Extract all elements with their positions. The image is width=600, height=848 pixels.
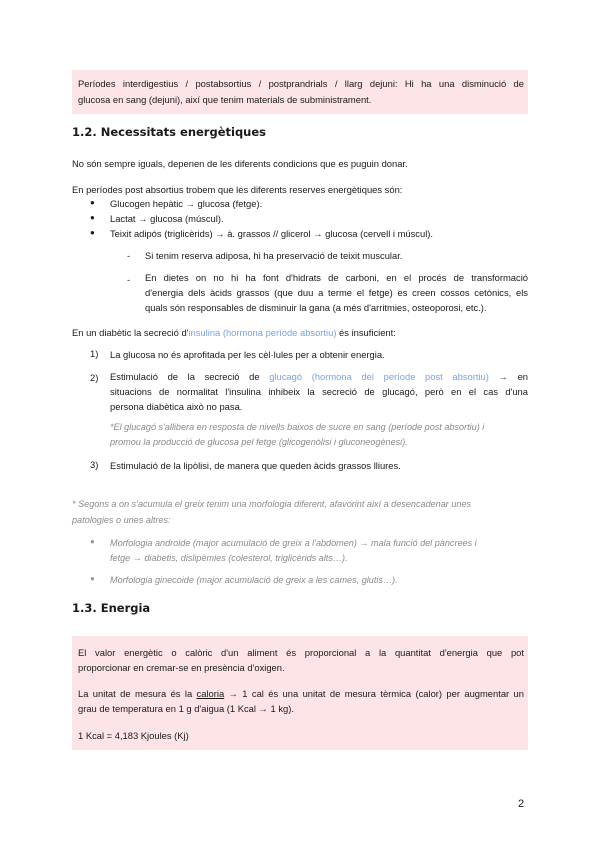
list-number-2: 2) <box>90 372 99 383</box>
gray-bullet-marker: ● <box>90 537 95 546</box>
sub-item-reserva-adiposa: Si tenim reserva adiposa, hi ha preservació de teixit muscular. <box>145 250 403 261</box>
paragraph-conditions: No són sempre iguals, depenen de les diferents condicions que es puguin donar. <box>72 158 408 169</box>
energy-p1-line-2: proporcionar en cremar-se en presència d'oxigen. <box>78 662 285 673</box>
glucago-highlight: glucagó (hormona del període post absortiu) <box>269 371 489 382</box>
morphology-note-line-2: patologies o unes altres: <box>72 515 171 525</box>
list-item-1: La glucosa no és aprofitada per les cèl·lules per a obtenir energia. <box>110 349 385 360</box>
glucagon-note-line-1: *El glucagó s'allibera en resposta de nivells baixos de sucre en sang (període post absortiu) i <box>110 422 485 432</box>
diabetic-post: és insuficient: <box>336 327 396 338</box>
diabetic-pre: En un diabètic la secreció d' <box>72 327 189 338</box>
energy-p2-pre: La unitat de mesura és la <box>78 688 197 699</box>
energy-p3: 1 Kcal = 4,183 Kjoules (Kj) <box>78 730 189 741</box>
gray-bullet-marker: ● <box>90 574 95 583</box>
bullet-glucogen: Glucogen hepàtic → glucosa (fetge). <box>110 198 263 209</box>
list-number-1: 1) <box>90 348 99 359</box>
energy-p2-post: → 1 cal és una unitat de mesura tèrmica (calor) per augmentar un <box>224 688 524 699</box>
bullet-teixit-adipos: Teixit adipós (triglicèrids) → à. grassos // glicerol → glucosa (cervell i múscul). <box>110 228 434 239</box>
list-item-3: Estimulació de la lipòlisi, de manera que queden àcids grassos lliures. <box>110 460 401 471</box>
sub-item-dietes-line-3: quals són responsables de disminuir la gana (a més d'arritmies, osteoporosi, etc.). <box>145 302 487 313</box>
energy-p2-line-2: grau de temperatura en 1 g d'aigua (1 Kcal → 1 kg). <box>78 703 294 714</box>
page-number: 2 <box>518 798 525 810</box>
list-item-2-pre: Estimulació de la secreció de <box>110 371 270 382</box>
list-item-2-line-2: situacions de normalitat l'insulina inhibeix la secreció de glucagó, però en el cas d'una <box>110 386 528 397</box>
intro-line-2: glucosa en sang (dejuni), així que tenim materials de subministrament. <box>78 94 372 105</box>
energy-p2-line-1 <box>78 686 524 702</box>
intro-line-1: Períodes interdigestius / postabsortius / postprandrials / llarg dejuni: Hi ha una disminució de <box>78 78 524 89</box>
dash-marker: - <box>127 250 131 261</box>
list-item-2-line-3: persona diabètica això no pasa. <box>110 401 243 412</box>
sub-item-dietes-line-2: d'energia dels àcids grassos (que duu a terme el fetge) es creen cossos cetònics, els <box>145 287 528 298</box>
morphology-note-line-1: * Segons a on s'acumula el greix tenim una morfologia diferent, afavorint així a desencadenar unes <box>72 499 472 509</box>
section-1-2-heading: 1.2. Necessitats energètiques <box>72 125 267 139</box>
paragraph-reserves: En períodes post absortius trobem que les diferents reserves energètiques són: <box>72 184 403 195</box>
bullet-marker: ● <box>90 198 95 207</box>
morphology-ginecoide: Morfologia ginecoide (major acumulació de greix a les cames, glutis…). <box>110 575 398 585</box>
list-item-2-line-1 <box>110 369 528 385</box>
sub-item-dietes-line-1: En dietes on no hi ha font d'hidrats de carboni, en el procés de transformació <box>145 272 528 283</box>
caloria-underlined: caloria <box>196 688 225 699</box>
list-item-2-post: → en <box>488 371 528 382</box>
energy-p1-line-1: El valor energètic o calòric d'un aliment és proporcional a la quantitat d'energia que pot <box>78 647 524 658</box>
section-1-3-heading: 1.3. Energia <box>72 601 151 615</box>
bullet-marker: ● <box>90 213 95 222</box>
morphology-androide-line-2: fetge → diabetis, dislipèmies (colesterol, triglicèrids alts…). <box>110 553 348 563</box>
dash-marker: - <box>127 274 131 285</box>
insulina-highlight: insulina (hormona període absortiu) <box>188 327 337 338</box>
glucagon-note-line-2: promou la producció de glucosa pel fetge (glicogenòlisi i gluconeogènesi). <box>110 437 408 447</box>
morphology-androide-line-1: Morfologia androide (major acumulació de greix a l'abdomen) → mala funció del pàncrees i <box>110 538 477 548</box>
bullet-marker: ● <box>90 228 95 237</box>
list-number-3: 3) <box>90 459 99 470</box>
bullet-lactat: Lactat → glucosa (múscul). <box>110 213 224 224</box>
diabetic-paragraph <box>72 325 396 341</box>
